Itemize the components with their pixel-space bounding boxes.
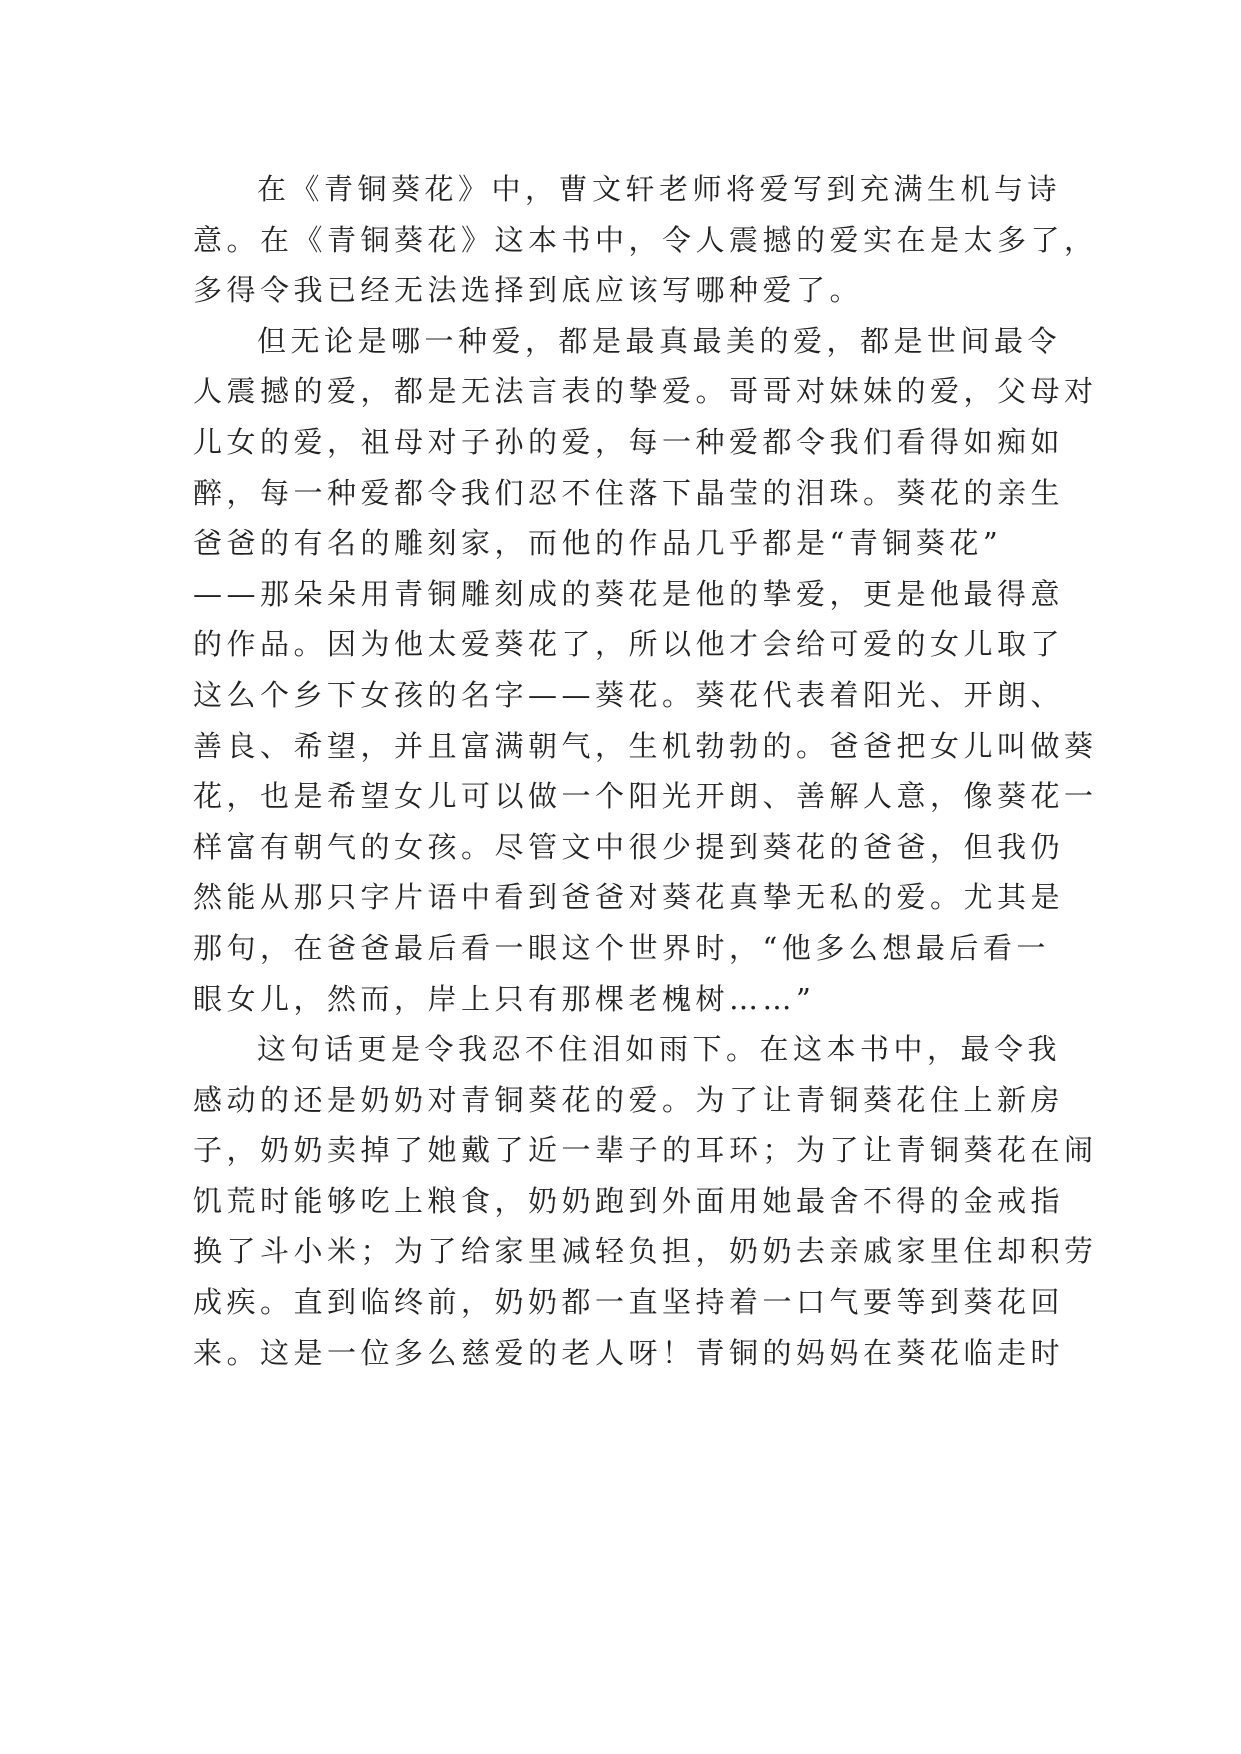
text-line: 花，也是希望女儿可以做一个阳光开朗、善解人意，像葵花一	[193, 779, 1098, 814]
text-line: 换了斗小米；为了给家里减轻负担，奶奶去亲戚家里住却积劳	[193, 1234, 1098, 1269]
text-line: 眼女儿，然而，岸上只有那棵老槐树……”	[193, 981, 816, 1016]
text-line: 儿女的爱，祖母对子孙的爱，每一种爱都令我们看得如痴如	[193, 424, 1065, 459]
document-page	[193, 164, 1098, 1378]
text-line: 醉，每一种爱都令我们忍不住落下晶莹的泪珠。葵花的亲生	[193, 475, 1065, 510]
text-line: 人震撼的爱，都是无法言表的挚爱。哥哥对妹妹的爱，父母对	[193, 374, 1098, 409]
text-line: 但无论是哪一种爱，都是最真最美的爱，都是世间最令	[257, 323, 1062, 358]
paragraph-3	[193, 1024, 1098, 1378]
text-line: 饥荒时能够吃上粮食，奶奶跑到外面用她最舍不得的金戒指	[193, 1183, 1065, 1218]
paragraph-1	[193, 164, 1098, 316]
text-line: 那句，在爸爸最后看一眼这个世界时，“他多么想最后看一	[193, 930, 1050, 965]
text-line: 成疾。直到临终前，奶奶都一直坚持着一口气要等到葵花回	[193, 1285, 1065, 1320]
text-line: 这么个乡下女孩的名字——葵花。葵花代表着阳光、开朗、	[193, 677, 1065, 712]
text-line: 子，奶奶卖掉了她戴了近一辈子的耳环；为了让青铜葵花在闹	[193, 1133, 1098, 1168]
text-line: 这句话更是令我忍不住泪如雨下。在这本书中，最令我	[257, 1032, 1062, 1067]
text-line: 样富有朝气的女孩。尽管文中很少提到葵花的爸爸，但我仍	[193, 829, 1065, 864]
text-line: 多得令我已经无法选择到底应该写哪种爱了。	[193, 273, 864, 308]
text-line: 意。在《青铜葵花》这本书中，令人震撼的爱实在是太多了，	[193, 222, 1098, 257]
text-line: 来。这是一位多么慈爱的老人呀！青铜的妈妈在葵花临走时	[193, 1335, 1065, 1370]
text-line: 感动的还是奶奶对青铜葵花的爱。为了让青铜葵花住上新房	[193, 1082, 1065, 1117]
text-line: 在《青铜葵花》中，曹文轩老师将爱写到充满生机与诗	[257, 172, 1062, 206]
paragraph-2	[193, 316, 1098, 1024]
text-line: 善良、希望，并且富满朝气，生机勃勃的。爸爸把女儿叫做葵	[193, 728, 1098, 763]
text-line: 爸爸的有名的雕刻家，而他的作品几乎都是“青铜葵花”	[193, 526, 1003, 561]
text-line: 的作品。因为他太爱葵花了，所以他才会给可爱的女儿取了	[193, 627, 1065, 662]
text-line: 然能从那只字片语中看到爸爸对葵花真挚无私的爱。尤其是	[193, 880, 1065, 915]
text-line: ——那朵朵用青铜雕刻成的葵花是他的挚爱，更是他最得意	[193, 576, 1065, 611]
